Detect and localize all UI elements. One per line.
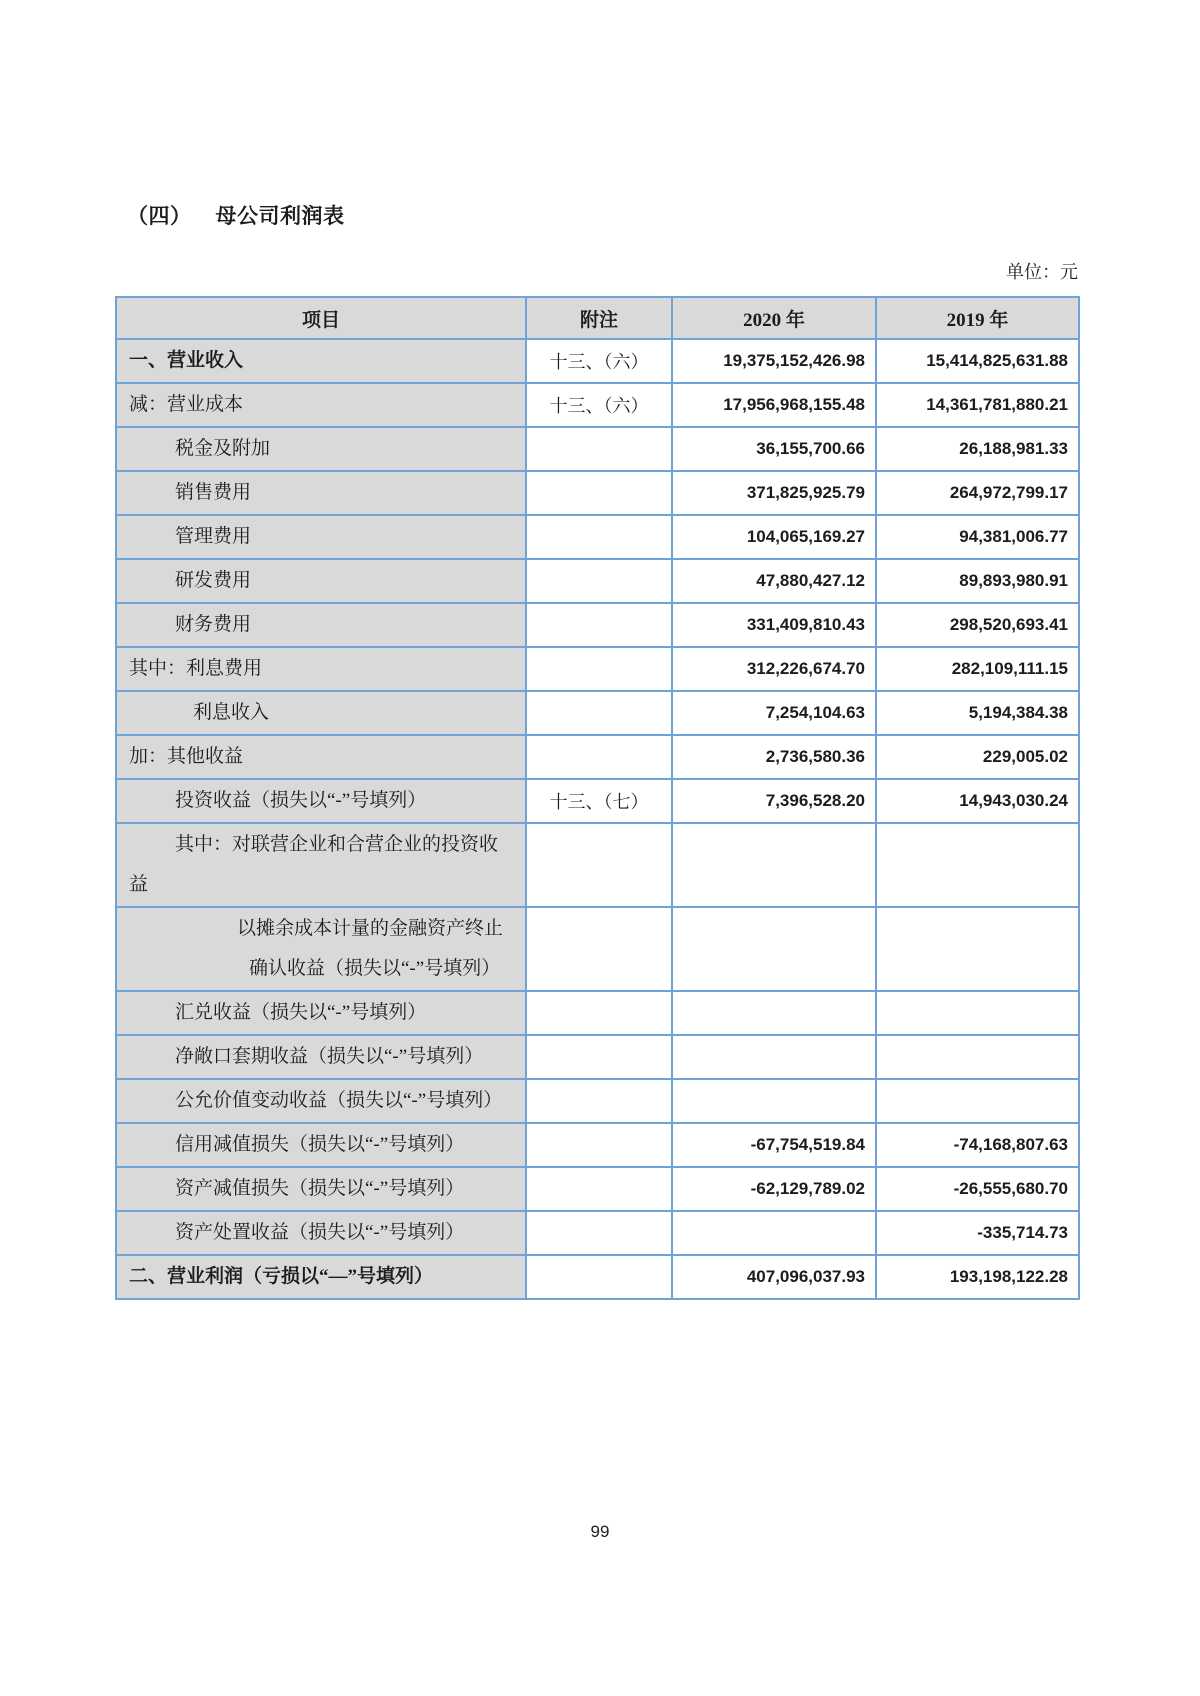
row-value-2020: 19,375,152,426.98 bbox=[672, 339, 876, 383]
table-row bbox=[116, 907, 1079, 991]
row-note bbox=[526, 991, 672, 1035]
table-row bbox=[116, 735, 1079, 779]
row-label: 管理费用 bbox=[116, 515, 526, 559]
row-label: 以摊余成本计量的金融资产终止确认收益（损失以“-”号填列） bbox=[116, 907, 526, 991]
row-label: 研发费用 bbox=[116, 559, 526, 603]
row-note bbox=[526, 1167, 672, 1211]
row-value-2020 bbox=[672, 823, 876, 907]
row-value-2019 bbox=[876, 991, 1079, 1035]
row-value-2020: 7,254,104.63 bbox=[672, 691, 876, 735]
table-header-row bbox=[116, 297, 1079, 339]
row-value-2019: 26,188,981.33 bbox=[876, 427, 1079, 471]
table-row bbox=[116, 471, 1079, 515]
row-value-2019: -335,714.73 bbox=[876, 1211, 1079, 1255]
row-value-2019: 14,943,030.24 bbox=[876, 779, 1079, 823]
row-value-2019 bbox=[876, 907, 1079, 991]
table-row bbox=[116, 779, 1079, 823]
row-note bbox=[526, 1079, 672, 1123]
row-note bbox=[526, 907, 672, 991]
row-note bbox=[526, 471, 672, 515]
row-value-2019: -74,168,807.63 bbox=[876, 1123, 1079, 1167]
table-row bbox=[116, 991, 1079, 1035]
row-label: 净敞口套期收益（损失以“-”号填列） bbox=[116, 1035, 526, 1079]
row-note bbox=[526, 559, 672, 603]
row-value-2020: 331,409,810.43 bbox=[672, 603, 876, 647]
row-value-2019: 5,194,384.38 bbox=[876, 691, 1079, 735]
row-note bbox=[526, 691, 672, 735]
row-value-2020: 2,736,580.36 bbox=[672, 735, 876, 779]
row-note bbox=[526, 1035, 672, 1079]
unit-label: 单位：元 bbox=[1006, 262, 1078, 282]
section-title bbox=[127, 200, 1078, 230]
row-value-2019: 193,198,122.28 bbox=[876, 1255, 1079, 1299]
table-row bbox=[116, 691, 1079, 735]
row-label: 销售费用 bbox=[116, 471, 526, 515]
row-value-2020: 312,226,674.70 bbox=[672, 647, 876, 691]
table-row bbox=[116, 647, 1079, 691]
row-value-2020 bbox=[672, 907, 876, 991]
row-value-2019: -26,555,680.70 bbox=[876, 1167, 1079, 1211]
row-value-2020 bbox=[672, 1079, 876, 1123]
row-value-2020: 7,396,528.20 bbox=[672, 779, 876, 823]
row-note bbox=[526, 647, 672, 691]
row-label: 税金及附加 bbox=[116, 427, 526, 471]
row-label: 汇兑收益（损失以“-”号填列） bbox=[116, 991, 526, 1035]
row-value-2019 bbox=[876, 823, 1079, 907]
row-label: 其中：利息费用 bbox=[116, 647, 526, 691]
row-value-2019: 229,005.02 bbox=[876, 735, 1079, 779]
table-row bbox=[116, 1035, 1079, 1079]
table-row bbox=[116, 1123, 1079, 1167]
row-note: 十三、（六） bbox=[526, 383, 672, 427]
row-label: 财务费用 bbox=[116, 603, 526, 647]
row-value-2020: 407,096,037.93 bbox=[672, 1255, 876, 1299]
table-row bbox=[116, 383, 1079, 427]
table-row bbox=[116, 603, 1079, 647]
row-label: 资产处置收益（损失以“-”号填列） bbox=[116, 1211, 526, 1255]
row-value-2020: -62,129,789.02 bbox=[672, 1167, 876, 1211]
row-label: 资产减值损失（损失以“-”号填列） bbox=[116, 1167, 526, 1211]
row-note bbox=[526, 1123, 672, 1167]
column-header-note: 附注 bbox=[526, 297, 672, 339]
row-label: 投资收益（损失以“-”号填列） bbox=[116, 779, 526, 823]
row-value-2019: 298,520,693.41 bbox=[876, 603, 1079, 647]
table-row bbox=[116, 1079, 1079, 1123]
row-value-2020: 371,825,925.79 bbox=[672, 471, 876, 515]
row-value-2019: 15,414,825,631.88 bbox=[876, 339, 1079, 383]
table-row bbox=[116, 823, 1079, 907]
column-header-2020: 2020 年 bbox=[672, 297, 876, 339]
row-note bbox=[526, 515, 672, 559]
row-value-2020: 36,155,700.66 bbox=[672, 427, 876, 471]
row-note: 十三、（七） bbox=[526, 779, 672, 823]
row-note bbox=[526, 1255, 672, 1299]
row-value-2020: 47,880,427.12 bbox=[672, 559, 876, 603]
row-value-2019 bbox=[876, 1079, 1079, 1123]
column-header-item: 项目 bbox=[116, 297, 526, 339]
row-note bbox=[526, 603, 672, 647]
section-number: （四） bbox=[127, 204, 192, 228]
row-value-2020: 17,956,968,155.48 bbox=[672, 383, 876, 427]
column-header-2019: 2019 年 bbox=[876, 297, 1079, 339]
table-row bbox=[116, 1167, 1079, 1211]
table-row bbox=[116, 559, 1079, 603]
row-label: 减：营业成本 bbox=[116, 383, 526, 427]
row-value-2019: 89,893,980.91 bbox=[876, 559, 1079, 603]
row-note bbox=[526, 823, 672, 907]
row-value-2020: -67,754,519.84 bbox=[672, 1123, 876, 1167]
table-row bbox=[116, 515, 1079, 559]
income-statement-table bbox=[115, 296, 1080, 1300]
table-body bbox=[116, 339, 1079, 1299]
table-row bbox=[116, 1211, 1079, 1255]
row-label: 二、营业利润（亏损以“—”号填列） bbox=[116, 1255, 526, 1299]
row-note bbox=[526, 1211, 672, 1255]
table-row bbox=[116, 1255, 1079, 1299]
row-label: 一、营业收入 bbox=[116, 339, 526, 383]
row-label: 信用减值损失（损失以“-”号填列） bbox=[116, 1123, 526, 1167]
row-label: 利息收入 bbox=[116, 691, 526, 735]
section-name: 母公司利润表 bbox=[215, 204, 345, 228]
report-content bbox=[115, 200, 1078, 1300]
page-number: 99 bbox=[590, 1522, 610, 1541]
table-row bbox=[116, 339, 1079, 383]
row-label: 加：其他收益 bbox=[116, 735, 526, 779]
row-value-2020 bbox=[672, 1211, 876, 1255]
row-label: 公允价值变动收益（损失以“-”号填列） bbox=[116, 1079, 526, 1123]
row-value-2019 bbox=[876, 1035, 1079, 1079]
row-value-2019: 14,361,781,880.21 bbox=[876, 383, 1079, 427]
row-note: 十三、（六） bbox=[526, 339, 672, 383]
row-value-2020 bbox=[672, 991, 876, 1035]
row-value-2020 bbox=[672, 1035, 876, 1079]
row-value-2019: 264,972,799.17 bbox=[876, 471, 1079, 515]
row-value-2019: 94,381,006.77 bbox=[876, 515, 1079, 559]
row-value-2020: 104,065,169.27 bbox=[672, 515, 876, 559]
row-value-2019: 282,109,111.15 bbox=[876, 647, 1079, 691]
row-label: 其中：对联营企业和合营企业的投资收益 bbox=[116, 823, 526, 907]
row-note bbox=[526, 427, 672, 471]
table-row bbox=[116, 427, 1079, 471]
row-note bbox=[526, 735, 672, 779]
